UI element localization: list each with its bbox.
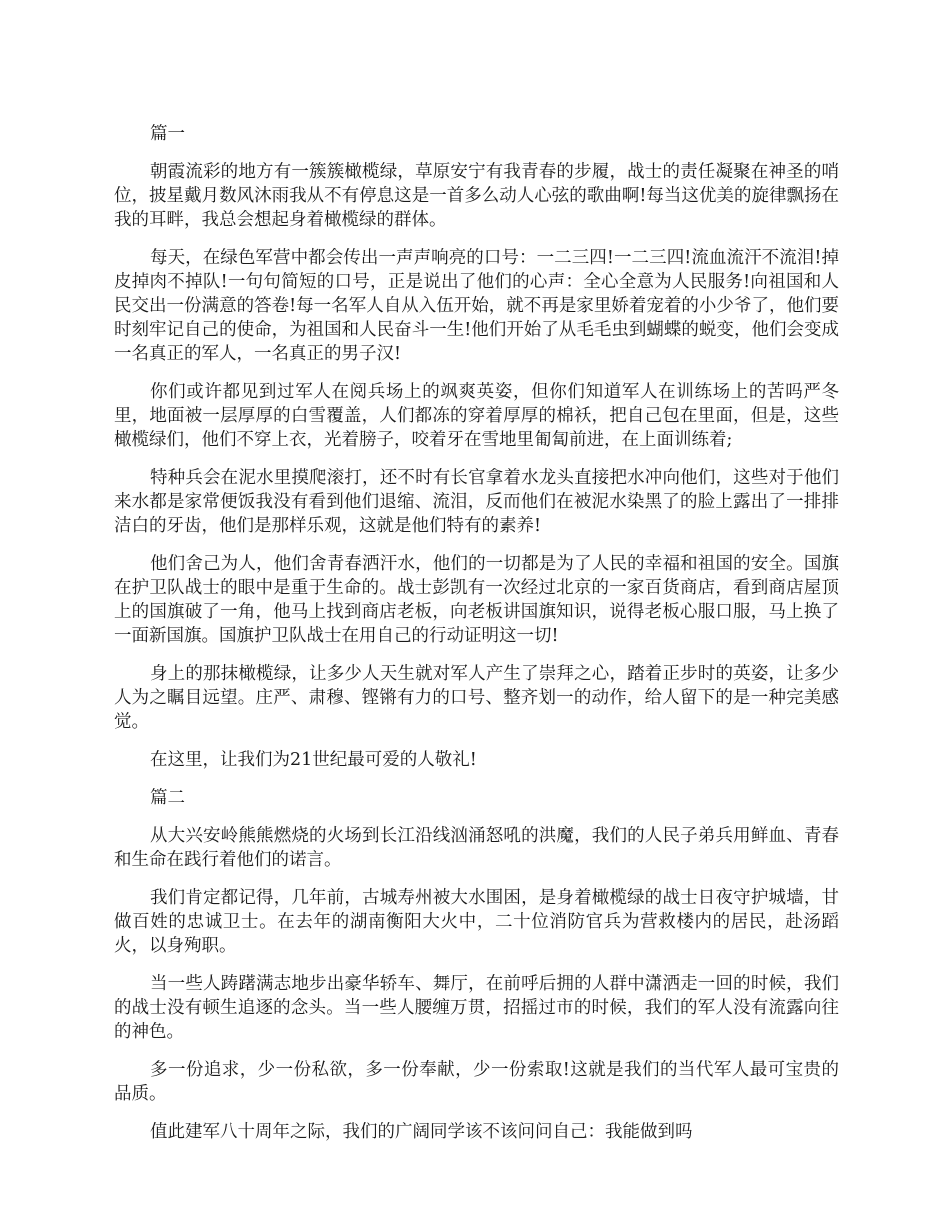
document-body bbox=[114, 122, 839, 1158]
paragraph: 特种兵会在泥水里摸爬滚打，还不时有长官拿着水龙头直接把水冲向他们，这些对于他们来水都是家常便饭我没有看到他们退缩、流泪，反而他们在被泥水染黑了的脸上露出了一排排洁白的牙齿，他们是那样乐观，这就是他们特有的素养! bbox=[114, 468, 839, 536]
paragraph: 我们肯定都记得，几年前，古城寿州被大水围困，是身着橄榄绿的战士日夜守护城墙，甘做百姓的忠诚卫士。在去年的湖南衡阳大火中，二十位消防官兵为营救楼内的居民，赴汤蹈火，以身殉职。 bbox=[114, 888, 839, 956]
paragraph: 朝霞流彩的地方有一簇簇橄榄绿，草原安宁有我青春的步履，战士的责任凝聚在神圣的哨位，披星戴月数风沐雨我从不有停息这是一首多么动人心弦的歌曲啊!每当这优美的旋律飘扬在我的耳畔，我总会想起身着橄榄绿的群体。 bbox=[114, 162, 839, 230]
paragraph: 你们或许都见到过军人在阅兵场上的飒爽英姿，但你们知道军人在训练场上的苦吗严冬里，地面被一层厚厚的白雪覆盖，人们都冻的穿着厚厚的棉袄，把自己包在里面，但是，这些橄榄绿们，他们不穿上衣，光着膀子，咬着牙在雪地里匍匐前进，在上面训练着; bbox=[114, 382, 839, 450]
paragraph: 身上的那抹橄榄绿，让多少人天生就对军人产生了崇拜之心，踏着正步时的英姿，让多少人为之瞩目远望。庄严、肃穆、铿锵有力的口号、整齐划一的动作，给人留下的是一种完美感觉。 bbox=[114, 664, 839, 732]
paragraph: 值此建军八十周年之际，我们的广阔同学该不该问问自己：我能做到吗 bbox=[150, 1122, 693, 1142]
section-title-1: 篇一 bbox=[150, 124, 185, 144]
paragraph: 每天，在绿色军营中都会传出一声声响亮的口号：一二三四!一二三四!流血流汗不流泪!掉皮掉肉不掉队!一句句简短的口号，正是说出了他们的心声：全心全意为人民服务!向祖国和人民交出一份满意的答卷!每一名军人自从入伍开始，就不再是家里娇着宠着的小少爷了，他们要时刻牢记自己的使命，为祖国和人民奋斗一生!他们开始了从毛毛虫到蝴蝶的蜕变，他们会变成一名真正的军人，一名真正的男子汉! bbox=[114, 248, 839, 364]
paragraph: 多一份追求，少一份私欲，多一份奉献，少一份索取!这就是我们的当代军人最可宝贵的品质。 bbox=[114, 1060, 839, 1104]
paragraph: 在这里，让我们为21世纪最可爱的人敬礼! bbox=[150, 750, 477, 770]
paragraph: 他们舍己为人，他们舍青春洒汗水，他们的一切都是为了人民的幸福和祖国的安全。国旗在护卫队战士的眼中是重于生命的。战士彭凯有一次经过北京的一家百货商店，看到商店屋顶上的国旗破了一角，他马上找到商店老板，向老板讲国旗知识，说得老板心服口服，马上换了一面新国旗。国旗护卫队战士在用自己的行动证明这一切! bbox=[114, 554, 839, 646]
paragraph: 从大兴安岭熊熊燃烧的火场到长江沿线汹涌怒吼的洪魔，我们的人民子弟兵用鲜血、青春和生命在践行着他们的诺言。 bbox=[114, 826, 839, 870]
section-title-2: 篇二 bbox=[150, 788, 185, 808]
paragraph: 当一些人踌躇满志地步出豪华轿车、舞厅，在前呼后拥的人群中潇洒走一回的时候，我们的战士没有顿生追逐的念头。当一些人腰缠万贯，招摇过市的时候，我们的军人没有流露向往的神色。 bbox=[114, 974, 839, 1042]
